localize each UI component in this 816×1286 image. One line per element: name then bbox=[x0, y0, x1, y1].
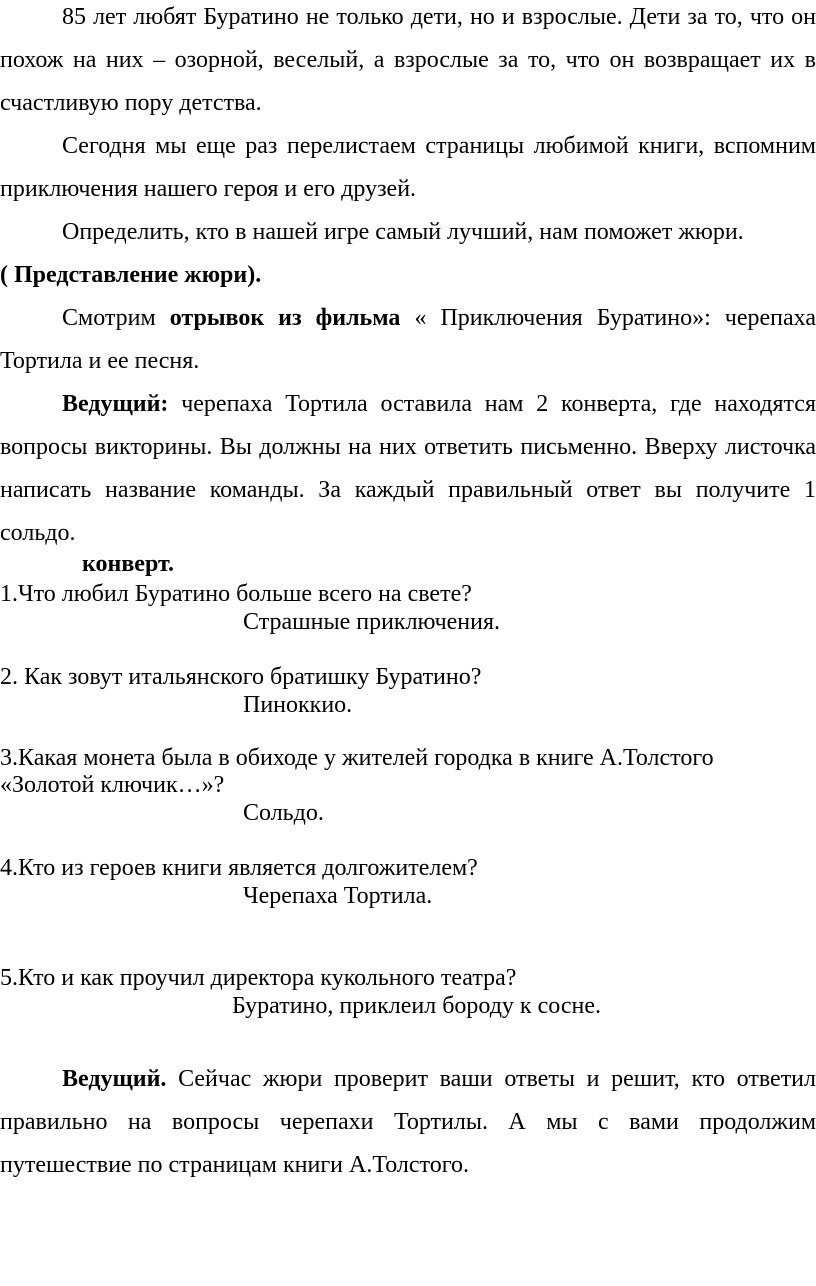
question-4: 4.Кто из героев книги является долгожителем? bbox=[0, 855, 478, 881]
film-lead: Смотрим bbox=[62, 305, 170, 331]
envelope-title bbox=[82, 550, 174, 578]
answer-1: Страшные приключения. bbox=[243, 609, 501, 635]
host-label-1: Ведущий: bbox=[62, 391, 169, 417]
answer-4: Черепаха Тортила. bbox=[243, 883, 433, 909]
host-paragraph-1 bbox=[0, 383, 816, 555]
film-rest: « Приключения Буратино»: черепаха Тортила и ее песня. bbox=[0, 305, 816, 374]
host-label-2: Ведущий. bbox=[62, 1066, 167, 1092]
film-paragraph bbox=[0, 297, 816, 383]
host-text-1: черепаха Тортила оставила нам 2 конверта, где находятся вопросы викторины. Вы должны на них ответить письменно. Вверху листочка написать название команды. За каждый правильный ответ вы получите 1 сольдо. bbox=[0, 391, 816, 546]
question-3-cont: «Золотой ключик…»? bbox=[0, 772, 225, 798]
intro-paragraph-3: Определить, кто в нашей игре самый лучший, нам поможет жюри. bbox=[62, 219, 744, 245]
question-1: 1.Что любил Буратино больше всего на свете? bbox=[0, 581, 472, 607]
question-5: 5.Кто и как проучил директора кукольного театра? bbox=[0, 965, 517, 991]
answer-5: Буратино, приклеил бороду к сосне. bbox=[232, 993, 601, 1019]
intro-paragraph-2: Сегодня мы еще раз перелистаем страницы любимой книги, вспомним приключения нашего героя и его друзей. bbox=[0, 133, 816, 202]
question-3: 3.Какая монета была в обиходе у жителей городка в книге А.Толстого bbox=[0, 745, 714, 771]
host-text-2: Сейчас жюри проверит ваши ответы и решит, кто ответил правильно на вопросы черепахи Тортилы. А мы с вами продолжим путешествие по страницам книги А.Толстого. bbox=[0, 1066, 816, 1178]
answer-2: Пиноккио. bbox=[243, 692, 353, 718]
host-paragraph-2 bbox=[0, 1058, 816, 1187]
question-2: 2. Как зовут итальянского братишку Буратино? bbox=[0, 664, 482, 690]
envelope-title-text: конверт. bbox=[82, 551, 174, 577]
intro-paragraph-1: 85 лет любят Буратино не только дети, но и взрослые. Дети за то, что он похож на них – озорной, веселый, а взрослые за то, что он возвращает их в счастливую пору детства. bbox=[0, 4, 816, 116]
film-bold: отрывок из фильма bbox=[169, 305, 401, 331]
jury-presentation-text: ( Представление жюри). bbox=[0, 262, 262, 288]
jury-presentation bbox=[0, 254, 816, 297]
answer-3: Сольдо. bbox=[243, 800, 324, 826]
